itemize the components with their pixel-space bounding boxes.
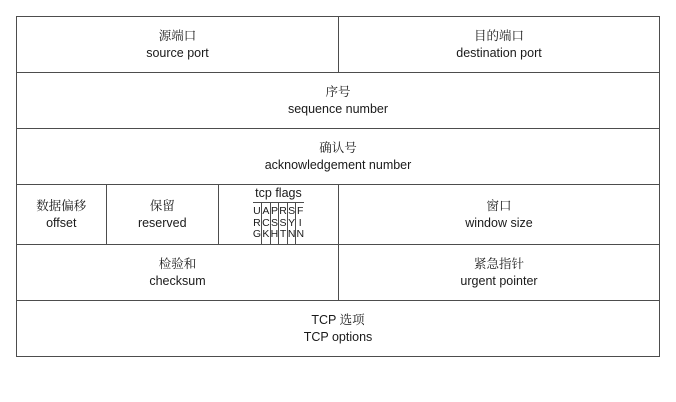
flag-psh-letter-1: P: [270, 205, 278, 218]
field-reserved-label-cn: 保留: [149, 198, 175, 213]
field-sequence-number-label-en: sequence number: [287, 101, 389, 116]
tcp-header-diagram: [16, 16, 660, 357]
flag-syn-letter-1: S: [288, 205, 296, 218]
tcp-flags-title: tcp flags: [255, 186, 302, 200]
field-destination-port-label-en: destination port: [456, 45, 542, 60]
field-checksum: [17, 245, 338, 300]
field-acknowledgement-number-label-cn: 确认号: [319, 140, 357, 155]
field-source-port-label-cn: 源端口: [158, 28, 197, 43]
diagram-row-checksum: [17, 245, 659, 301]
flag-rst: [278, 203, 287, 244]
field-tcp-options: [17, 301, 659, 356]
field-source-port: [17, 17, 338, 72]
diagram-row-ports: [17, 17, 659, 73]
field-sequence-number-label-cn: 序号: [325, 84, 351, 99]
diagram-row-sequence: [17, 73, 659, 129]
field-sequence-number: [17, 73, 659, 128]
field-window-size-label-en: window size: [465, 215, 533, 230]
field-destination-port-label-cn: 目的端口: [473, 28, 524, 43]
field-window-size: [338, 185, 659, 244]
diagram-row-options: [17, 301, 659, 357]
flag-syn-letter-2: Y: [288, 216, 296, 229]
field-acknowledgement-number-label-en: acknowledgement number: [264, 157, 412, 172]
field-urgent-pointer-label-en: urgent pointer: [460, 273, 538, 288]
flag-psh-letter-2: S: [270, 216, 278, 229]
flag-ack-letter-1: A: [262, 205, 270, 218]
flag-rst-letter-1: R: [279, 205, 287, 218]
field-data-offset: [17, 185, 106, 244]
flag-psh-letter-3: H: [270, 228, 279, 241]
field-acknowledgement-number: [17, 129, 659, 184]
flag-fin-letter-2: I: [298, 216, 302, 229]
flag-ack-letter-2: C: [262, 216, 270, 229]
flag-urg: [253, 203, 261, 244]
flag-rst-letter-3: T: [279, 228, 287, 241]
flag-fin-letter-3: N: [296, 228, 305, 241]
flag-psh: [270, 203, 279, 244]
flag-rst-letter-2: S: [279, 216, 287, 229]
diagram-row-acknowledgement: [17, 129, 659, 185]
field-data-offset-label-cn: 数据偏移: [36, 198, 87, 213]
field-tcp-options-label-en: TCP options: [303, 329, 373, 344]
flag-ack-letter-3: K: [262, 228, 270, 241]
field-reserved-label-en: reserved: [137, 215, 187, 230]
field-destination-port: [338, 17, 659, 72]
field-checksum-label-en: checksum: [149, 273, 206, 288]
flag-urg-letter-3: G: [252, 228, 262, 241]
field-tcp-flags: [218, 185, 338, 244]
flag-syn-letter-3: N: [287, 228, 296, 241]
flag-fin-letter-1: F: [297, 205, 304, 218]
field-window-size-label-cn: 窗口: [486, 198, 512, 213]
field-data-offset-label-en: offset: [46, 215, 77, 230]
diagram-row-flags: [17, 185, 659, 245]
field-tcp-options-label-cn: TCP 选项: [311, 312, 365, 327]
field-urgent-pointer: [338, 245, 659, 300]
flag-ack: [261, 203, 270, 244]
field-checksum-label-cn: 检验和: [158, 256, 197, 271]
field-source-port-label-en: source port: [146, 45, 209, 60]
tcp-flags-boxes: [253, 202, 304, 244]
field-reserved: [106, 185, 218, 244]
flag-syn: [287, 203, 296, 244]
flag-urg-letter-2: R: [253, 216, 261, 229]
flag-fin: [295, 203, 304, 244]
flag-urg-letter-1: U: [253, 205, 261, 218]
field-urgent-pointer-label-cn: 紧急指针: [473, 256, 524, 271]
